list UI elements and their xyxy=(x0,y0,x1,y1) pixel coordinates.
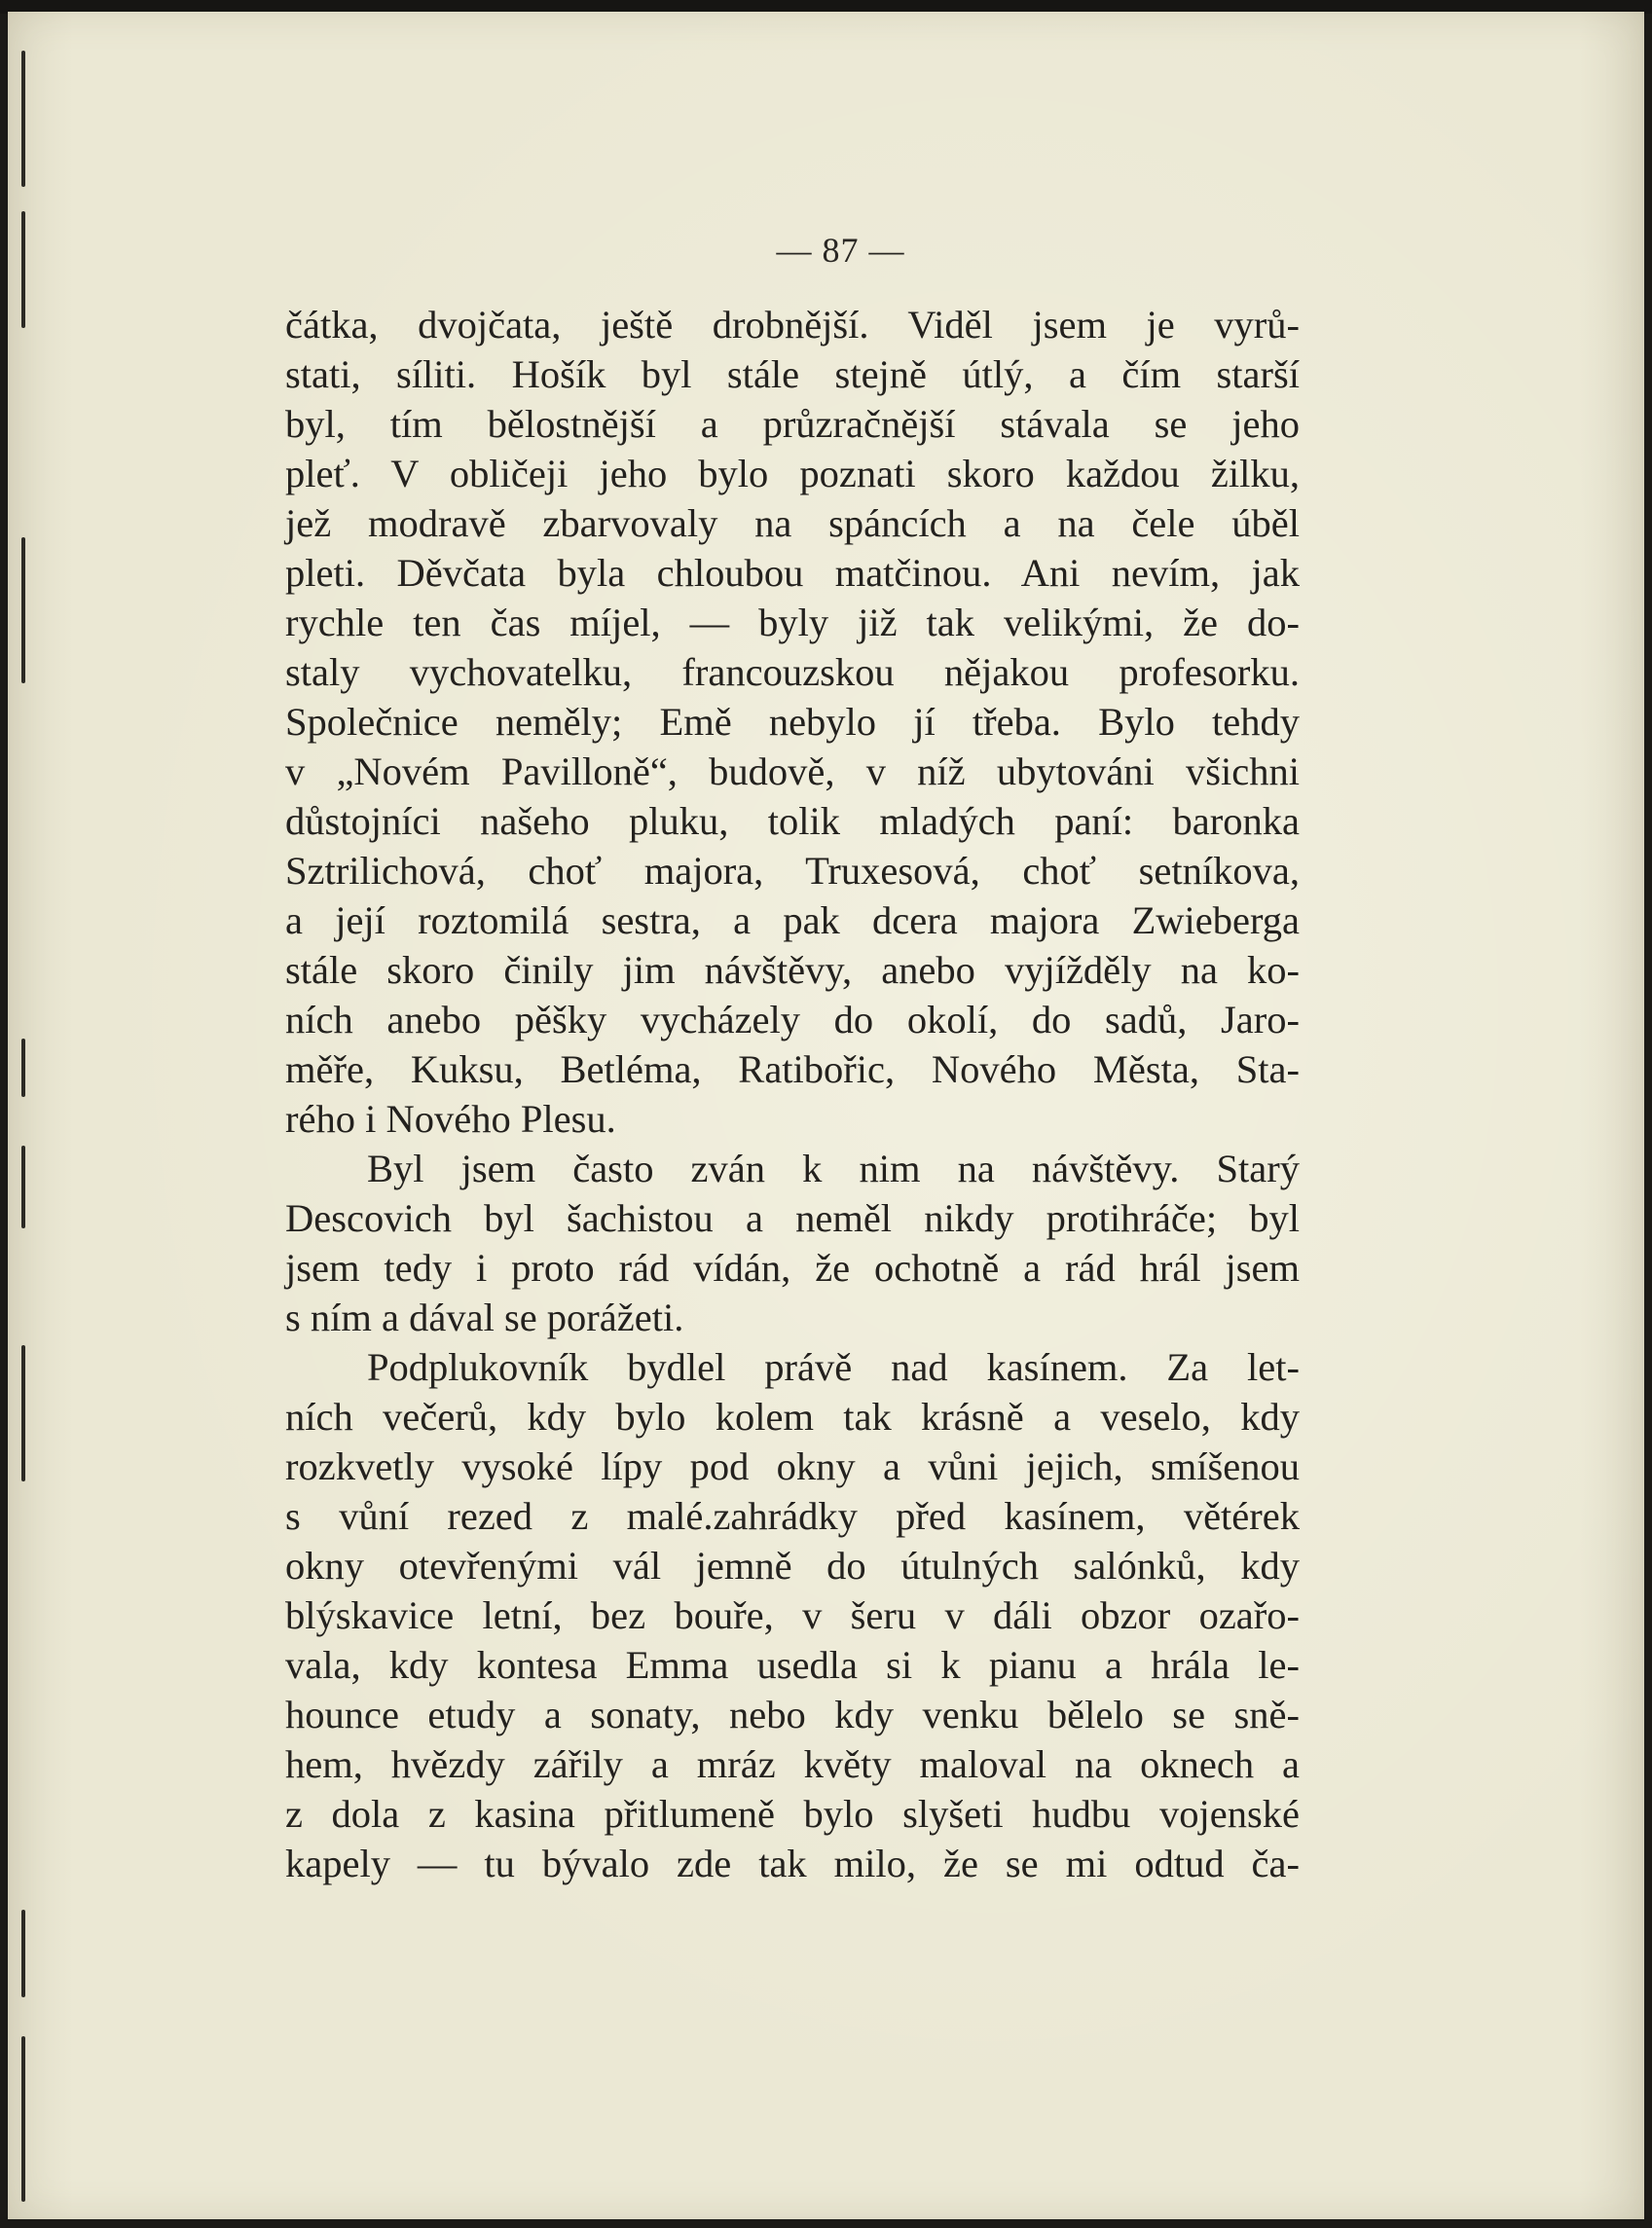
text-line: Byl jsem často zván k nim na návštěvy. Starý xyxy=(367,1147,1300,1190)
text-line: Descovich byl šachistou a neměl nikdy protihráče; byl xyxy=(285,1196,1300,1240)
text-line: rého i Nového Plesu. xyxy=(285,1097,616,1141)
binding-shadow xyxy=(21,2036,25,2202)
text-line: v „Novém Pavilloně“, budově, v níž ubytováni všichni xyxy=(285,749,1300,793)
text-line: staly vychovatelku, francouzskou nějakou profesorku. xyxy=(285,650,1300,694)
text-line: Společnice neměly; Emě nebylo jí třeba. Bylo tehdy xyxy=(285,700,1300,744)
text-line: s vůní rezed z malé.zahrádky před kasínem, větérek xyxy=(285,1494,1300,1538)
text-line: z dola z kasina přitlumeně bylo slyšeti hudbu vojenské xyxy=(285,1792,1300,1836)
page-number: — 87 — xyxy=(776,231,905,270)
binding-shadow xyxy=(21,1345,25,1481)
body-text xyxy=(285,300,1300,1888)
binding-shadow xyxy=(21,1039,25,1097)
binding-shadow xyxy=(21,537,25,683)
text-line: blýskavice letní, bez bouře, v šeru v dáli obzor ozařo- xyxy=(285,1593,1300,1637)
text-line: stále skoro činily jim návštěvy, anebo vyjížděly na ko- xyxy=(285,948,1300,992)
text-line: s ním a dával se porážeti. xyxy=(285,1296,684,1339)
binding-shadow xyxy=(21,1146,25,1228)
text-line: rozkvetly vysoké lípy pod okny a vůni jejich, smíšenou xyxy=(285,1444,1300,1488)
text-line: vala, kdy kontesa Emma usedla si k pianu a hrála le- xyxy=(285,1643,1300,1687)
text-line: důstojníci našeho pluku, tolik mladých paní: baronka xyxy=(285,799,1300,843)
text-line: Sztrilichová, choť majora, Truxesová, choť setníkova, xyxy=(285,849,1300,893)
text-line: jež modravě zbarvovaly na spáncích a na čele úběl xyxy=(285,501,1300,545)
text-line: okny otevřenými vál jemně do útulných salónků, kdy xyxy=(285,1544,1300,1588)
text-line: jsem tedy i proto rád vídán, že ochotně a rád hrál jsem xyxy=(285,1246,1300,1290)
text-line: pleti. Děvčata byla chloubou matčinou. Ani nevím, jak xyxy=(285,551,1300,595)
text-line: pleť. V obličeji jeho bylo poznati skoro každou žilku, xyxy=(285,452,1300,495)
text-line: ních večerů, kdy bylo kolem tak krásně a veselo, kdy xyxy=(285,1395,1300,1439)
text-line: měře, Kuksu, Betléma, Ratibořic, Nového Města, Sta- xyxy=(285,1047,1300,1091)
text-line: byl, tím bělostnější a průzračnější stávala se jeho xyxy=(285,402,1300,446)
text-line: a její roztomilá sestra, a pak dcera majora Zwieberga xyxy=(285,898,1300,942)
binding-shadow xyxy=(21,51,25,187)
text-line: rychle ten čas míjel, — byly již tak velikými, že do- xyxy=(285,601,1300,644)
text-line: hem, hvězdy zářily a mráz květy maloval na oknech a xyxy=(285,1742,1300,1786)
text-line: kapely — tu bývalo zde tak milo, že se mi odtud ča- xyxy=(285,1842,1300,1885)
text-line: ních anebo pěšky vycházely do okolí, do sadů, Jaro- xyxy=(285,998,1300,1041)
text-line: Podplukovník bydlel právě nad kasínem. Za let- xyxy=(367,1345,1300,1389)
binding-shadow xyxy=(21,1910,25,1997)
text-line: hounce etudy a sonaty, nebo kdy venku bělelo se sně- xyxy=(285,1693,1300,1736)
text-line: stati, síliti. Hošík byl stále stejně útlý, a čím starší xyxy=(285,352,1300,396)
text-line: čátka, dvojčata, ještě drobnější. Viděl jsem je vyrů- xyxy=(285,303,1300,347)
